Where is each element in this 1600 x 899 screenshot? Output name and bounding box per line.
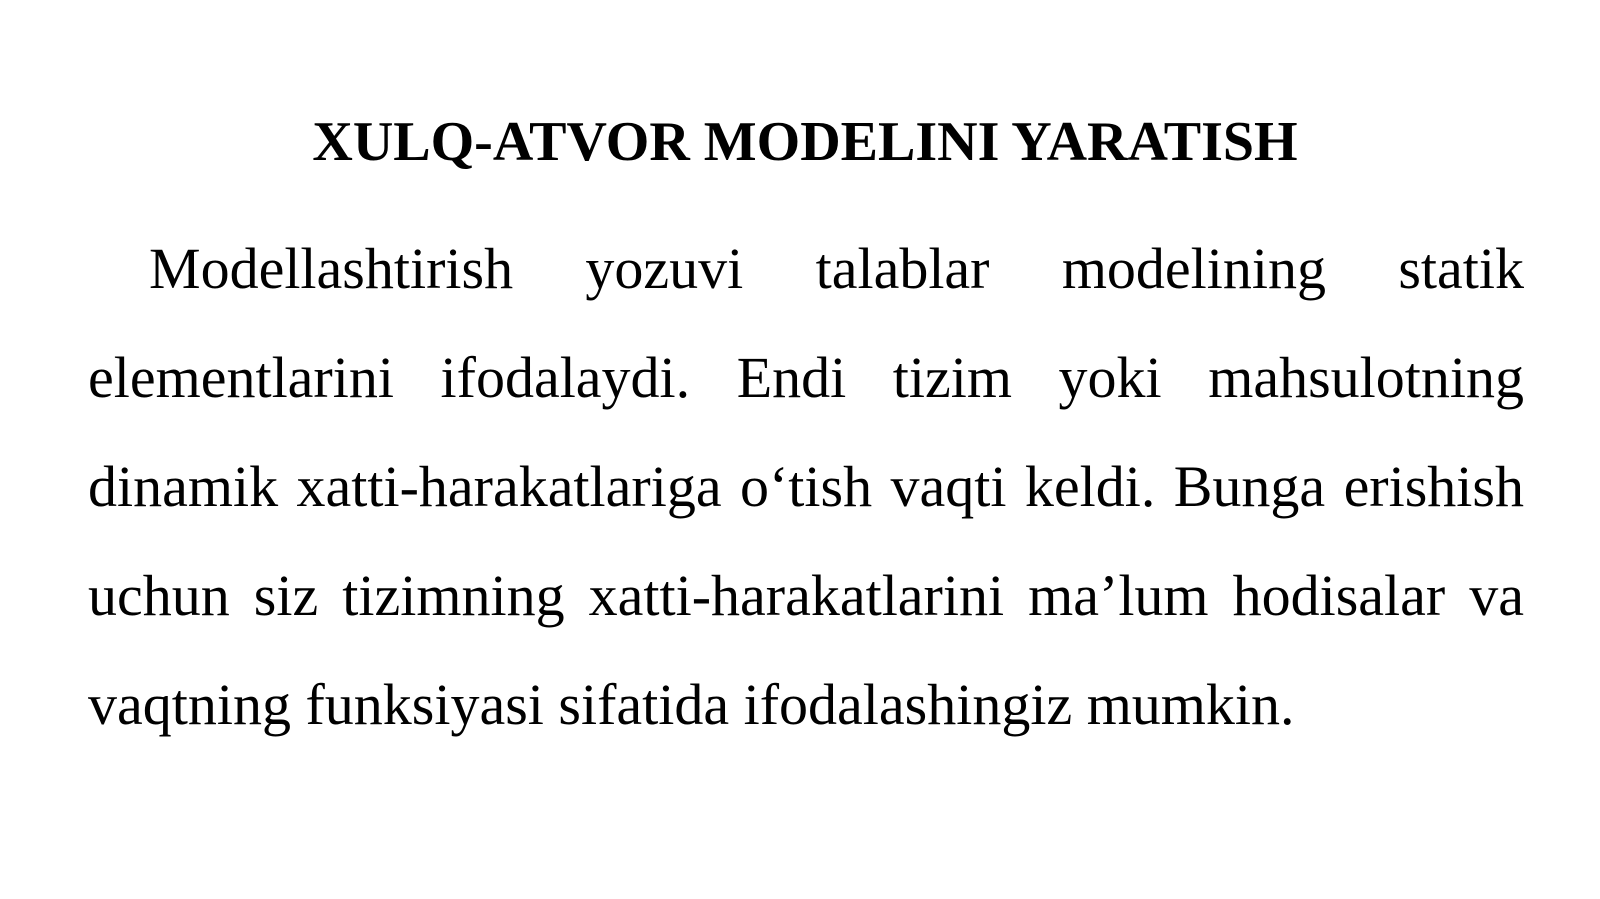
- body-paragraph: Modellashtirish yozuvi talablar modelining statik elementlarini ifodalaydi. Endi tizim yoki mahsulotning dinamik xatti-harakatlariga o‘tish vaqti keldi. Bunga erishish uchun siz tizimning xatti-harakatlarini ma’lum hodisalar va vaqtning funksiyasi sifatida ifodalashingiz mumkin.: [88, 236, 1524, 737]
- slide-title: XULQ-ATVOR MODELINI YARATISH: [312, 111, 1298, 173]
